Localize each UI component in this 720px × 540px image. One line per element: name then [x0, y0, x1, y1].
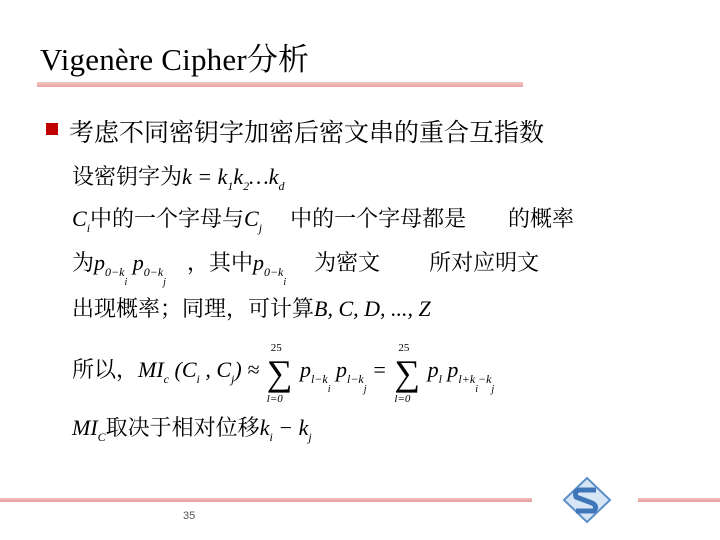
title-underline	[37, 82, 523, 87]
line3-text-a: 为	[72, 251, 95, 276]
line2-text-c: 的概率	[508, 207, 575, 232]
line2-text-b: 中的一个字母都是	[290, 207, 467, 232]
line6-text-a: 取决于相对位移	[105, 416, 260, 441]
line2-text-a: 中的一个字母与	[90, 207, 245, 232]
footer-rule-left	[0, 498, 532, 502]
bullet-heading: 考虑不同密钥字加密后密文串的重合互指数	[69, 118, 545, 147]
slide-title: Vigenère Cipher分析	[40, 42, 310, 77]
prob-product: $p_{0-k_i}$ $p_{0-k_j}$	[94, 250, 166, 288]
page-number: 35	[183, 510, 196, 522]
line3-text-b: ，其中	[186, 251, 253, 276]
formula-line-4	[72, 298, 431, 321]
mic-equation: $MI_c$ ($C_i$ , $C_j$) ≈ ∑ 25 l=0 $p_{l-k_i}$ $p_{l-k_j}$ = ∑ 25 l=0 $p_l$ $p_{l+k_i-k_j}$	[138, 342, 495, 405]
formula-line-3	[72, 252, 539, 288]
line3-text-d: 所对应明文	[429, 251, 540, 276]
formula-line-1	[72, 166, 284, 192]
ci-symbol: $C_i$	[72, 206, 91, 235]
mic-symbol: $MI_C$	[72, 415, 106, 444]
formula-line-5	[72, 342, 495, 405]
s-logo-icon	[556, 470, 618, 530]
footer-rule-right	[638, 498, 720, 502]
cj-symbol: $C_j$	[244, 206, 263, 235]
square-bullet-icon	[46, 123, 58, 135]
key-formula: $k = k_1k_2\dots k_d$	[182, 164, 285, 193]
line4-text-a: 出现概率；同理，可计算	[72, 297, 315, 322]
formula-line-2	[72, 208, 574, 234]
line3-text-c: 为密文	[314, 251, 381, 276]
line1-text: 设密钥字为	[72, 165, 183, 190]
prob-term: $p_{0-k_i}$	[252, 250, 287, 288]
letters-list: B, C, D, ..., Z	[314, 296, 431, 321]
line5-text-a: 所以，	[72, 358, 139, 383]
shift-difference: $k_i - k_j$	[259, 415, 312, 444]
formula-line-6	[72, 417, 312, 443]
